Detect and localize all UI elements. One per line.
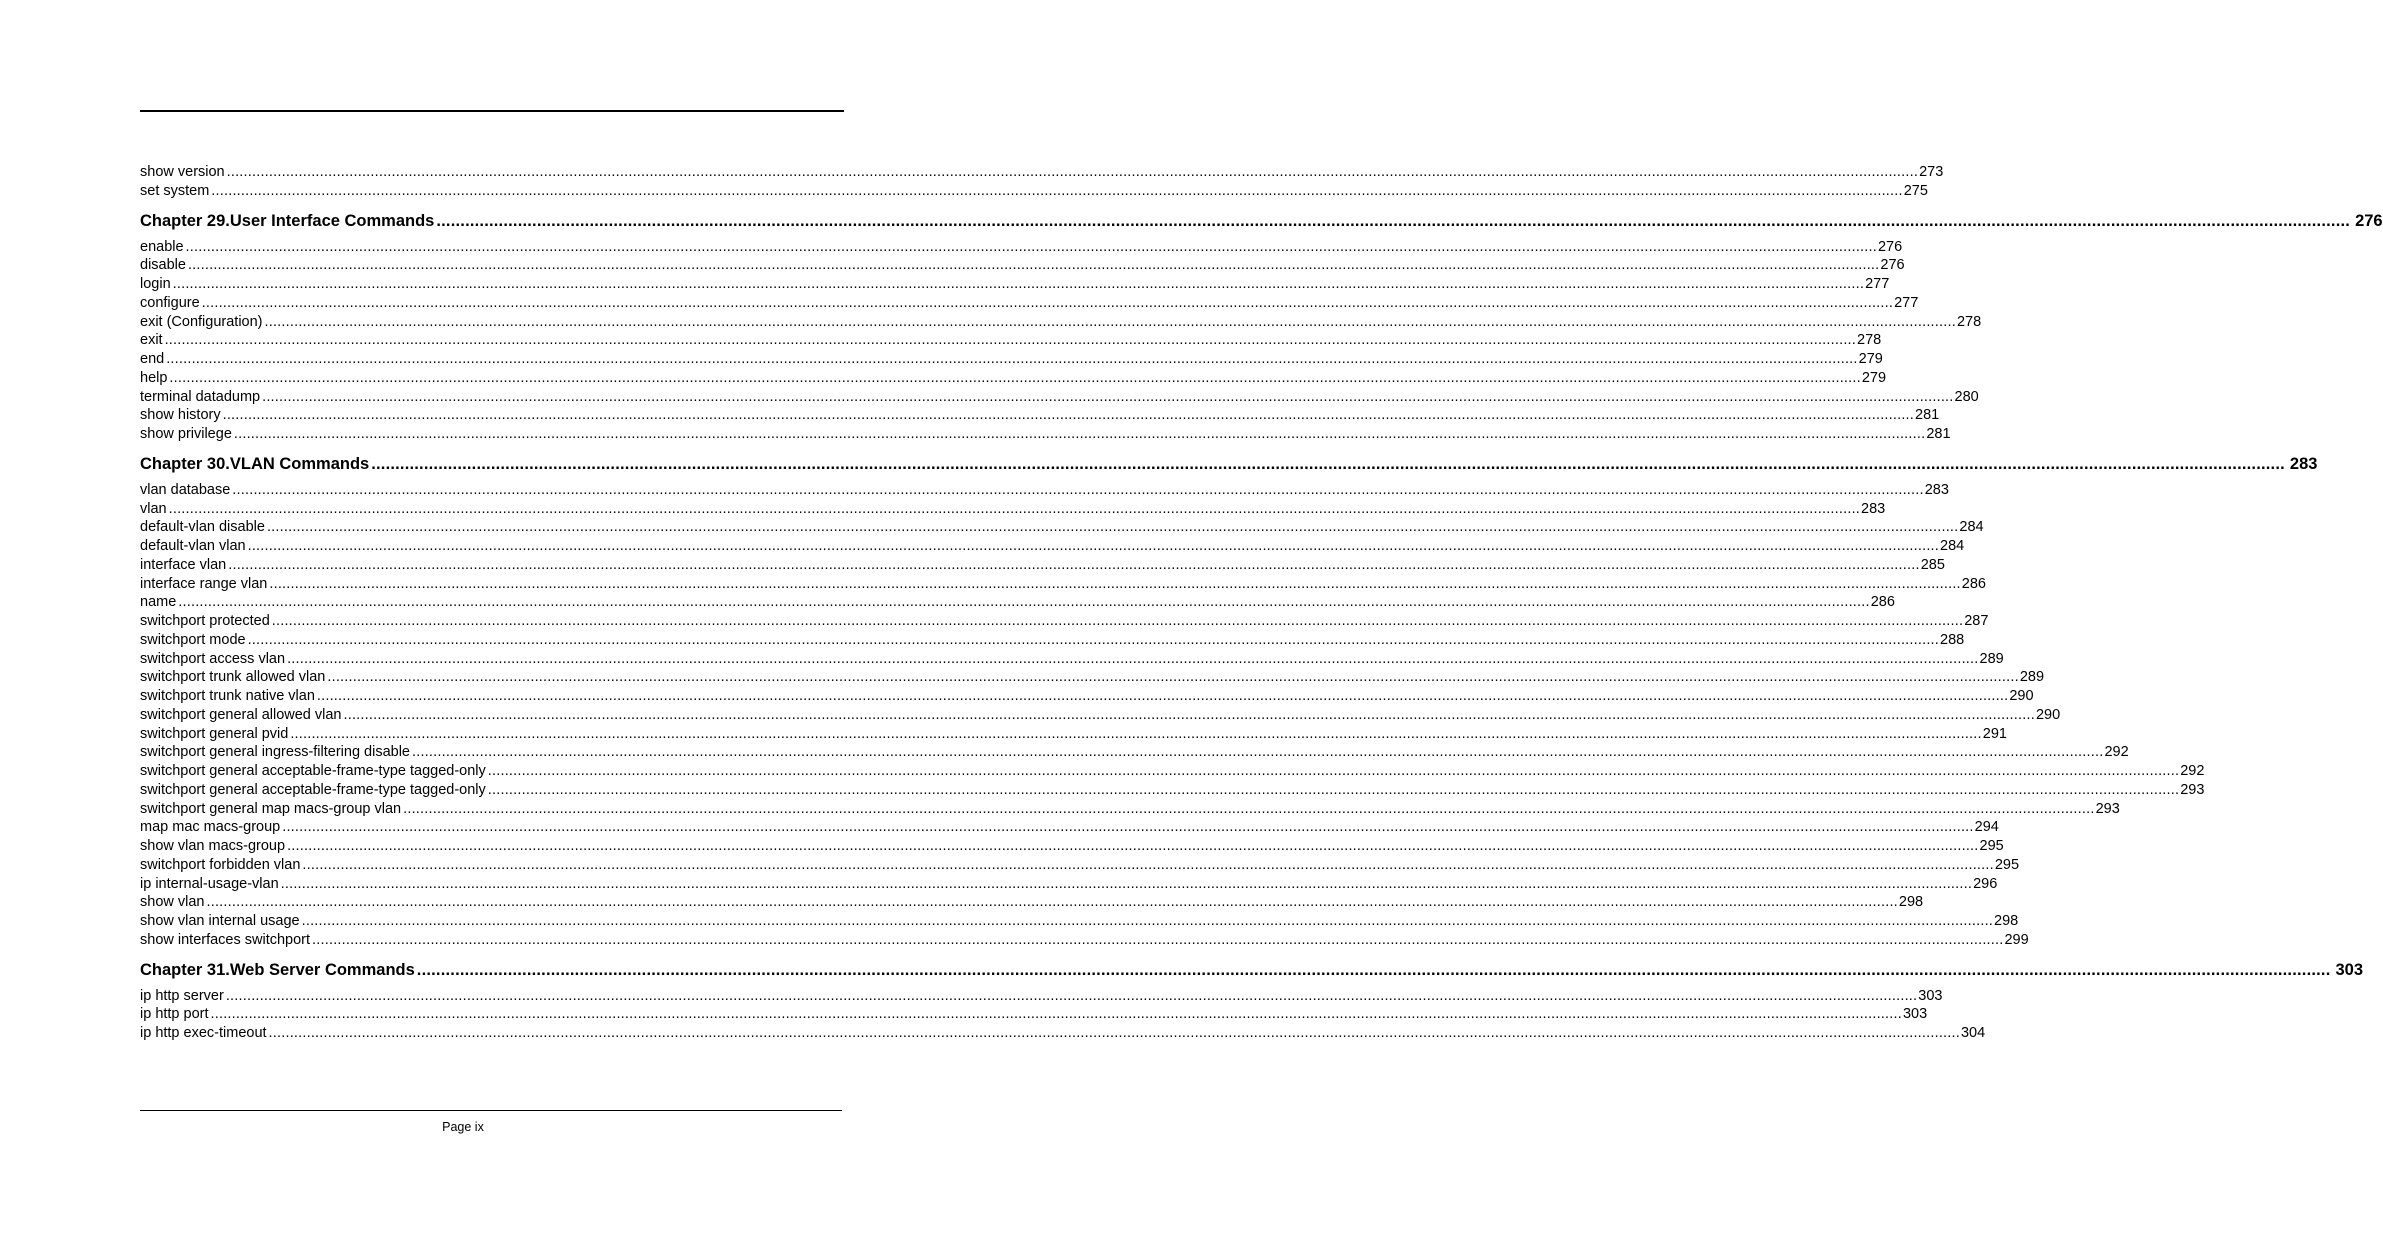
entry-title: help bbox=[140, 369, 168, 386]
toc-entry[interactable] bbox=[140, 406, 1940, 425]
page-number: 288 bbox=[1940, 631, 1965, 648]
dot-leader: ................................................................................................................................................................................................................................................................................................................................................................................................................ bbox=[287, 650, 1979, 667]
page-number: 276 bbox=[1877, 238, 1903, 255]
entry-title: map mac macs-group bbox=[140, 819, 281, 836]
page-number: 284 bbox=[1940, 538, 1965, 554]
entry-title: exit bbox=[140, 332, 163, 349]
entry-title: switchport forbidden vlan bbox=[140, 856, 301, 873]
dot-leader: ................................................................................................................................................................................................................................................................................................................................................................................................................ bbox=[266, 519, 1959, 536]
entry-title: end bbox=[140, 351, 165, 367]
entry-title: exit (Configuration) bbox=[140, 313, 263, 330]
toc-entry[interactable] bbox=[140, 743, 2129, 762]
dot-leader: ................................................................................................................................................................................................................................................................................................................................................................................................................ bbox=[290, 725, 1982, 742]
entry-title: default-vlan vlan bbox=[140, 538, 246, 554]
dot-leader: ................................................................................................................................................................................................................................................................................................................................................................................................................ bbox=[412, 744, 2104, 761]
dot-leader: ................................................................................................................................................................................................................................................................................................................................................................................................................ bbox=[228, 556, 1920, 573]
dot-leader: ................................................................................................................................................................................................................................................................................................................................................................................................................ bbox=[371, 454, 2285, 473]
entry-title: switchport general acceptable-frame-type tagged-only bbox=[140, 781, 486, 798]
dot-leader: ................................................................................................................................................................................................................................................................................................................................................................................................................ bbox=[211, 182, 1903, 199]
entry-title: switchport general pvid bbox=[140, 725, 289, 742]
page-number: 292 bbox=[2104, 744, 2129, 761]
entry-title: disable bbox=[140, 257, 186, 274]
entry-title: vlan bbox=[140, 500, 167, 517]
toc-entry[interactable] bbox=[140, 987, 1943, 1006]
entry-title: vlan database bbox=[140, 481, 231, 498]
entry-title: enable bbox=[140, 238, 184, 255]
toc-entry[interactable] bbox=[140, 163, 1944, 182]
page-number: 293 bbox=[2095, 800, 2120, 817]
entry-title: show vlan bbox=[140, 894, 205, 911]
page-number: 276 bbox=[1880, 257, 1905, 274]
page-number: 275 bbox=[1903, 182, 1928, 199]
toc-entry[interactable] bbox=[140, 893, 1924, 912]
chapter-title: Chapter 31.Web Server Commands bbox=[140, 960, 415, 979]
dot-leader: ................................................................................................................................................................................................................................................................................................................................................................................................................ bbox=[232, 481, 1924, 498]
dot-leader: ................................................................................................................................................................................................................................................................................................................................................................................................................ bbox=[169, 369, 1861, 386]
toc-entry[interactable] bbox=[140, 388, 1979, 407]
toc-chapter-heading[interactable] bbox=[140, 210, 2383, 232]
toc-entry[interactable] bbox=[140, 875, 1998, 894]
toc-entry[interactable] bbox=[140, 1024, 1986, 1043]
chapter-title: Chapter 29.User Interface Commands bbox=[140, 211, 435, 230]
toc-entry[interactable] bbox=[140, 800, 2120, 819]
page-number: 278 bbox=[1956, 313, 1982, 330]
page-number: 277 bbox=[1894, 294, 1919, 311]
dot-leader: ................................................................................................................................................................................................................................................................................................................................................................................................................ bbox=[233, 426, 1926, 442]
page-number: 281 bbox=[1926, 426, 1951, 442]
page-number: 286 bbox=[1961, 575, 1986, 592]
toc-entry[interactable] bbox=[140, 931, 2029, 950]
page-number: 286 bbox=[1870, 594, 1895, 611]
dot-leader: ................................................................................................................................................................................................................................................................................................................................................................................................................ bbox=[164, 332, 1857, 349]
page-number: 290 bbox=[2035, 706, 2061, 723]
dot-leader: ................................................................................................................................................................................................................................................................................................................................................................................................................ bbox=[168, 500, 1861, 517]
dot-leader: ................................................................................................................................................................................................................................................................................................................................................................................................................ bbox=[316, 688, 2009, 704]
entry-title: default-vlan disable bbox=[140, 519, 265, 536]
toc-chapter-heading[interactable] bbox=[140, 453, 2318, 475]
page-number: 303 bbox=[1918, 987, 1943, 1004]
toc-chapter-heading[interactable] bbox=[140, 959, 2364, 981]
dot-leader: ................................................................................................................................................................................................................................................................................................................................................................................................................ bbox=[201, 294, 1894, 311]
entry-title: switchport trunk native vlan bbox=[140, 688, 315, 704]
page-number: 292 bbox=[2180, 763, 2205, 779]
dot-leader: ................................................................................................................................................................................................................................................................................................................................................................................................................ bbox=[436, 211, 2351, 230]
entry-title: switchport trunk allowed vlan bbox=[140, 669, 326, 686]
page-number: 298 bbox=[1898, 894, 1924, 911]
toc-entry[interactable] bbox=[140, 818, 1999, 837]
dot-leader: ................................................................................................................................................................................................................................................................................................................................................................................................................ bbox=[262, 388, 1954, 405]
toc-entry[interactable] bbox=[140, 575, 1986, 594]
dot-leader: ................................................................................................................................................................................................................................................................................................................................................................................................................ bbox=[178, 594, 1870, 611]
entry-title: switchport general acceptable-frame-type tagged-only bbox=[140, 763, 486, 779]
toc-entry[interactable] bbox=[140, 706, 2061, 725]
toc-entry[interactable] bbox=[140, 856, 2020, 875]
entry-title: show vlan macs-group bbox=[140, 838, 286, 854]
toc-entry[interactable] bbox=[140, 593, 1895, 612]
toc-entry[interactable] bbox=[140, 612, 1989, 631]
page-number: 303 bbox=[2335, 960, 2364, 979]
dot-leader: ................................................................................................................................................................................................................................................................................................................................................................................................................ bbox=[403, 800, 2095, 817]
entry-title: name bbox=[140, 594, 177, 611]
page-number: 299 bbox=[2004, 931, 2029, 948]
entry-title: switchport general allowed vlan bbox=[140, 706, 342, 723]
toc-entry[interactable] bbox=[140, 650, 2004, 669]
toc-entry[interactable] bbox=[140, 331, 1882, 350]
toc-entry[interactable] bbox=[140, 762, 2205, 781]
page-number: 284 bbox=[1959, 519, 1984, 536]
page-number: 283 bbox=[1861, 500, 1886, 517]
dot-leader: ................................................................................................................................................................................................................................................................................................................................................................................................................ bbox=[185, 238, 1877, 255]
table-of-contents bbox=[140, 163, 2383, 1043]
toc-entry[interactable] bbox=[140, 668, 2045, 687]
page-number: 273 bbox=[1919, 164, 1944, 180]
footer-rule bbox=[140, 1110, 842, 1111]
page-number: 280 bbox=[1954, 388, 1979, 405]
page-number: 283 bbox=[2289, 454, 2318, 473]
entry-title: ip internal-usage-vlan bbox=[140, 875, 279, 892]
entry-title: show privilege bbox=[140, 426, 232, 442]
toc-entry[interactable] bbox=[140, 481, 1949, 500]
toc-entry[interactable] bbox=[140, 725, 2007, 744]
toc-entry[interactable] bbox=[140, 182, 1928, 201]
entry-title: ip http port bbox=[140, 1006, 209, 1023]
dot-leader: ................................................................................................................................................................................................................................................................................................................................................................................................................ bbox=[287, 838, 1979, 854]
page-number: 281 bbox=[1915, 407, 1940, 424]
dot-leader: ................................................................................................................................................................................................................................................................................................................................................................................................................ bbox=[312, 931, 2004, 948]
page-number: 278 bbox=[1857, 332, 1882, 349]
page-number: 290 bbox=[2009, 688, 2034, 704]
page-number: 296 bbox=[1973, 875, 1998, 892]
page-number: 298 bbox=[1994, 913, 2019, 929]
page-number: 295 bbox=[1979, 838, 2004, 854]
toc-entry[interactable] bbox=[140, 781, 2205, 800]
dot-leader: ................................................................................................................................................................................................................................................................................................................................................................................................................ bbox=[280, 875, 1973, 892]
entry-title: configure bbox=[140, 294, 200, 311]
toc-entry[interactable] bbox=[140, 537, 1965, 556]
toc-entry[interactable] bbox=[140, 837, 2004, 856]
entry-title: switchport protected bbox=[140, 613, 270, 629]
toc-entry[interactable] bbox=[140, 425, 1951, 444]
page-number: 289 bbox=[2019, 669, 2045, 686]
page-number: 303 bbox=[1902, 1006, 1928, 1023]
page-number: 295 bbox=[1994, 856, 2020, 873]
page-number: 279 bbox=[1861, 369, 1887, 386]
dot-leader: ................................................................................................................................................................................................................................................................................................................................................................................................................ bbox=[302, 856, 1994, 873]
entry-title: interface vlan bbox=[140, 556, 227, 573]
page-number: 285 bbox=[1920, 556, 1945, 573]
entry-title: set system bbox=[140, 182, 210, 199]
entry-title: switchport mode bbox=[140, 631, 246, 648]
entry-title: switchport access vlan bbox=[140, 650, 286, 667]
entry-title: login bbox=[140, 276, 171, 292]
dot-leader: ................................................................................................................................................................................................................................................................................................................................................................................................................ bbox=[187, 257, 1880, 274]
dot-leader: ................................................................................................................................................................................................................................................................................................................................................................................................................ bbox=[271, 613, 1964, 629]
page-number: 276 bbox=[2355, 211, 2383, 230]
dot-leader: ................................................................................................................................................................................................................................................................................................................................................................................................................ bbox=[487, 781, 2180, 798]
entry-title: ip http exec-timeout bbox=[140, 1025, 267, 1041]
page-number: 283 bbox=[1924, 481, 1949, 498]
dot-leader: ................................................................................................................................................................................................................................................................................................................................................................................................................ bbox=[225, 987, 1918, 1004]
dot-leader: ................................................................................................................................................................................................................................................................................................................................................................................................................ bbox=[264, 313, 1956, 330]
dot-leader: ................................................................................................................................................................................................................................................................................................................................................................................................................ bbox=[247, 538, 1940, 554]
entry-title: terminal datadump bbox=[140, 388, 261, 405]
toc-entry[interactable] bbox=[140, 294, 1919, 313]
dot-leader: ................................................................................................................................................................................................................................................................................................................................................................................................................ bbox=[268, 1025, 1960, 1041]
entry-title: ip http server bbox=[140, 987, 224, 1004]
entry-title: interface range vlan bbox=[140, 575, 268, 592]
dot-leader: ................................................................................................................................................................................................................................................................................................................................................................................................................ bbox=[343, 706, 2035, 723]
page-number: Page ix bbox=[442, 1120, 484, 1134]
entry-title: show interfaces switchport bbox=[140, 931, 311, 948]
toc-entry[interactable] bbox=[140, 500, 1886, 519]
dot-leader: ................................................................................................................................................................................................................................................................................................................................................................................................................ bbox=[269, 575, 1961, 592]
dot-leader: ................................................................................................................................................................................................................................................................................................................................................................................................................ bbox=[206, 894, 1898, 911]
page-number: 294 bbox=[1974, 819, 1999, 836]
entry-title: show history bbox=[140, 407, 221, 424]
toc-entry[interactable] bbox=[140, 687, 2034, 706]
toc-entry[interactable] bbox=[140, 313, 1982, 332]
dot-leader: ................................................................................................................................................................................................................................................................................................................................................................................................................ bbox=[247, 631, 1940, 648]
page-number: 287 bbox=[1964, 613, 1989, 629]
toc-entry[interactable] bbox=[140, 350, 1883, 369]
page-number: 289 bbox=[1979, 650, 2004, 667]
dot-leader: ................................................................................................................................................................................................................................................................................................................................................................................................................ bbox=[487, 763, 2180, 779]
dot-leader: ................................................................................................................................................................................................................................................................................................................................................................................................................ bbox=[301, 913, 1994, 929]
toc-entry[interactable] bbox=[140, 238, 1903, 257]
dot-leader: ................................................................................................................................................................................................................................................................................................................................................................................................................ bbox=[416, 960, 2331, 979]
entry-title: switchport general map macs-group vlan bbox=[140, 800, 402, 817]
toc-entry[interactable] bbox=[140, 275, 1890, 294]
toc-entry[interactable] bbox=[140, 518, 1984, 537]
page-number: 304 bbox=[1960, 1025, 1986, 1041]
entry-title: show vlan internal usage bbox=[140, 913, 300, 929]
toc-entry[interactable] bbox=[140, 556, 1945, 575]
dot-leader: ................................................................................................................................................................................................................................................................................................................................................................................................................ bbox=[172, 276, 1865, 292]
toc-entry[interactable] bbox=[140, 912, 2019, 931]
dot-leader: ................................................................................................................................................................................................................................................................................................................................................................................................................ bbox=[282, 819, 1974, 836]
chapter-title: Chapter 30.VLAN Commands bbox=[140, 454, 370, 473]
toc-entry[interactable] bbox=[140, 631, 1965, 650]
toc-entry[interactable] bbox=[140, 256, 1905, 275]
toc-entry[interactable] bbox=[140, 1005, 1928, 1024]
entry-title: switchport general ingress-filtering disable bbox=[140, 744, 410, 761]
page-number: 293 bbox=[2180, 781, 2205, 798]
page-number: 277 bbox=[1865, 276, 1890, 292]
dot-leader: ................................................................................................................................................................................................................................................................................................................................................................................................................ bbox=[226, 164, 1919, 180]
header-rule bbox=[140, 110, 844, 112]
page-number: 279 bbox=[1858, 351, 1883, 367]
dot-leader: ................................................................................................................................................................................................................................................................................................................................................................................................................ bbox=[222, 407, 1915, 424]
dot-leader: ................................................................................................................................................................................................................................................................................................................................................................................................................ bbox=[166, 351, 1858, 367]
entry-title: show version bbox=[140, 164, 225, 180]
dot-leader: ................................................................................................................................................................................................................................................................................................................................................................................................................ bbox=[327, 669, 2019, 686]
toc-entry[interactable] bbox=[140, 369, 1887, 388]
page-number: 291 bbox=[1982, 725, 2007, 742]
dot-leader: ................................................................................................................................................................................................................................................................................................................................................................................................................ bbox=[210, 1006, 1902, 1023]
